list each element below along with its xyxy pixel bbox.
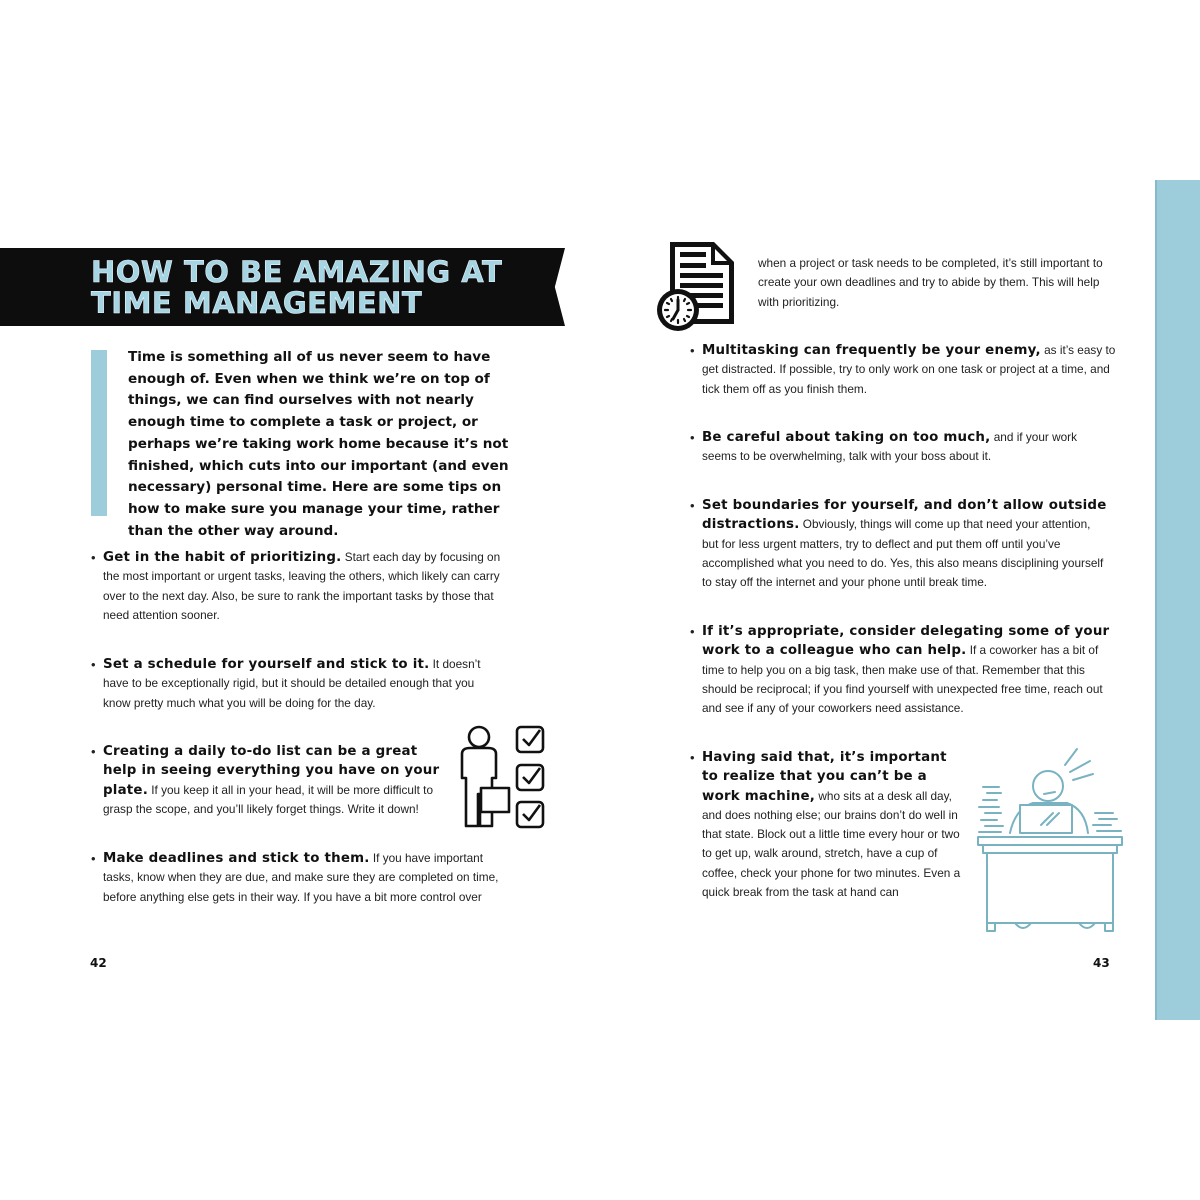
stressed-worker-at-desk-icon (975, 745, 1125, 933)
tip-body: If you keep it all in your head, it will be more difficult to grasp the scope, and you’ll likely forget things. Write it down! (103, 782, 433, 816)
page-number-right: 43 (1093, 956, 1110, 970)
page-title: HOW TO BE AMAZING AT TIME MANAGEMENT (91, 255, 503, 320)
tip-lead: Set a schedule for yourself and stick to it. (103, 657, 430, 672)
tip-prioritizing (91, 548, 511, 625)
tip-body: who sits at a desk all day, and does nothing else; our brains don’t do well in that state. Block out a little time every hour or two to get up, walk around, stretch, have a cup of coffee, check your phone for two minutes. Even a quick break from the task at hand can (702, 788, 961, 900)
tip-lead: Having said that, it’s important to realize that you can’t be a work machine, (702, 750, 947, 804)
tip-too-much (690, 428, 1110, 467)
tip-todo-list (91, 742, 449, 819)
tip-body: and if your work seems to be overwhelming, talk with your boss about it. (702, 430, 1078, 464)
tip-boundaries (690, 496, 1110, 592)
document-with-clock-icon (656, 240, 738, 332)
person-with-checklist-icon (458, 724, 548, 830)
tip-lead: Make deadlines and stick to them. (103, 851, 370, 866)
page-number-left: 42 (90, 956, 107, 970)
tip-body: If you have important tasks, know when they are due, and make sure they are completed on time, before anything else gets in their way. If you have a bit more control over (103, 851, 499, 904)
tip-lead: Get in the habit of prioritizing. (103, 550, 342, 565)
intro-paragraph: Time is something all of us never seem to have enough of. Even when we think we’re on top of things, we can find ourselves with not nearly enough time to complete a task or project, or perhaps we’re taking work home because it’s not finished, which cuts into our important (and even necessary) personal time. Here are some tips on how to make sure you manage your time, rather than the other way around. (128, 349, 509, 539)
tip-lead: If it’s appropriate, consider delegating some of your work to a colleague who can help. (702, 624, 1110, 659)
tip-body: It doesn’t have to be exceptionally rigid, but it should be detailed enough that you know pretty much what you will be doing for the day. (103, 657, 481, 710)
tip-deadlines (91, 849, 511, 907)
tip-delegating (690, 622, 1110, 718)
tip-body: Start each day by focusing on the most important or urgent tasks, leaving the others, which likely can carry over to the next day. Also, be sure to rank the important tasks by those that need attention sooner. (103, 550, 501, 622)
intro-accent-bar (91, 350, 107, 516)
tip-lead: Multitasking can frequently be your enemy, (702, 343, 1041, 358)
tip-body: Obviously, things will come up that need your attention, but for less urgent matters, try to deflect and put them off until you’ve accomplished what you need to do. Yes, this also means disciplining yourself to stay off the internet and your phone until break time. (702, 517, 1104, 590)
tip-lead: Be careful about taking on too much, (702, 430, 991, 445)
tip-lead: Set boundaries for yourself, and don’t allow outside distractions. (702, 498, 1107, 533)
tip-lead: Creating a daily to-do list can be a great help in seeing everything you have on your plate. (103, 744, 440, 798)
continued-paragraph: when a project or task needs to be completed, it’s still important to create your own deadlines and try to abide by them. This will help with prioritizing. (758, 256, 1103, 309)
tip-multitasking (690, 341, 1120, 399)
tip-schedule (91, 655, 503, 713)
tip-body: as it’s easy to get distracted. If possible, try to only work on one task or project at a time, and tick them off as you finish them. (702, 343, 1116, 396)
tip-breaks (690, 748, 962, 902)
tip-body: If a coworker has a bit of time to help you on a big task, then make use of that. Remember that this should be reciprocal; if you find yourself with unexpected free time, reach out and see if any of your coworkers need assistance. (702, 643, 1103, 716)
chapter-side-tab (1155, 180, 1200, 1020)
